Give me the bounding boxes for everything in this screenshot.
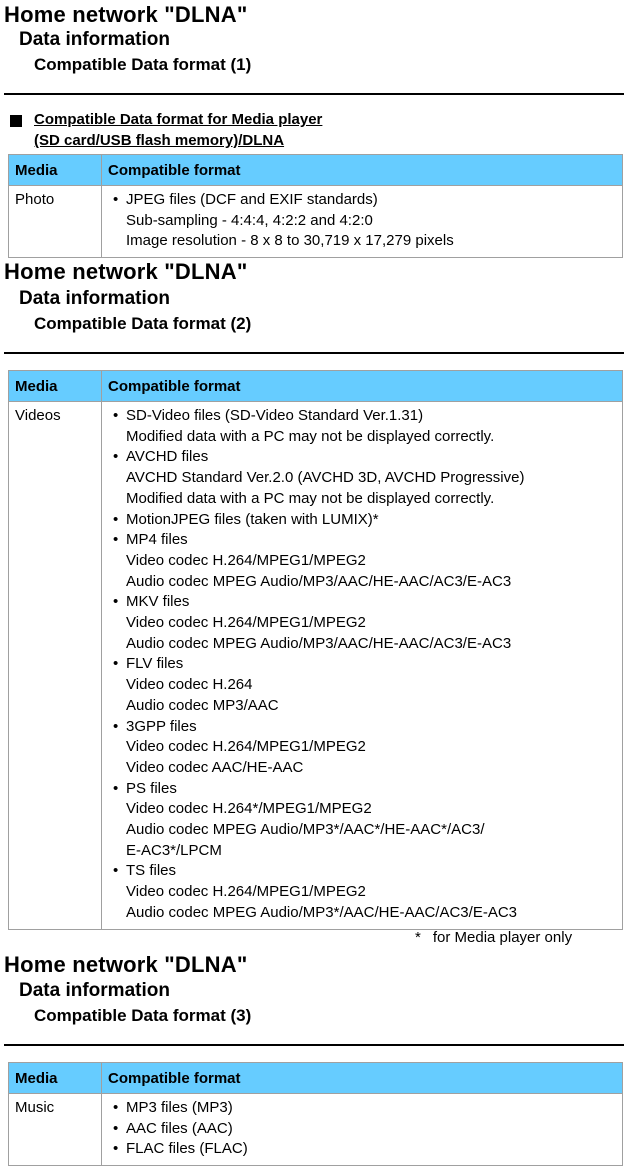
table-row bbox=[9, 1094, 623, 1166]
list-item-detail: E-AC3*/LPCM bbox=[126, 841, 222, 859]
page-title: Home network "DLNA" bbox=[4, 952, 248, 977]
format-cell bbox=[102, 1094, 623, 1166]
header-media: Media bbox=[9, 155, 102, 186]
list-item-detail: Video codec H.264/MPEG1/MPEG2 bbox=[126, 738, 366, 756]
list-item: • MP3 files (MP3) bbox=[108, 1098, 616, 1119]
table-header-row bbox=[9, 371, 623, 402]
list-item-detail: Audio codec MPEG Audio/MP3/AAC/HE-AAC/AC3/E-AC3 bbox=[126, 572, 512, 590]
footnote-text: for Media player only bbox=[432, 929, 573, 946]
section-heading: Compatible Data format (2) bbox=[34, 314, 252, 333]
table-header-row bbox=[9, 1063, 623, 1094]
section-subtitle: Data information bbox=[19, 288, 170, 309]
format-table bbox=[8, 1062, 623, 1166]
divider bbox=[4, 93, 624, 95]
header-compatible-format: Compatible format bbox=[102, 371, 623, 402]
divider bbox=[4, 352, 624, 354]
list-item-detail: Audio codec MPEG Audio/MP3*/AAC/HE-AAC/AC3/E-AC3 bbox=[126, 903, 517, 921]
list-item-detail: Video codec H.264*/MPEG1/MPEG2 bbox=[126, 800, 372, 818]
section-subtitle: Data information bbox=[19, 29, 170, 50]
header-compatible-format: Compatible format bbox=[102, 155, 623, 186]
list-item: • AAC files (AAC) bbox=[108, 1119, 616, 1140]
footnote bbox=[415, 929, 572, 946]
media-cell: Photo bbox=[9, 186, 102, 258]
list-item: • AVCHD files bbox=[108, 447, 616, 468]
list-item: • FLAC files (FLAC) bbox=[108, 1139, 616, 1160]
format-table bbox=[8, 370, 623, 930]
list-item-detail: AVCHD Standard Ver.2.0 (AVCHD 3D, AVCHD Progressive) bbox=[126, 469, 525, 487]
format-table bbox=[8, 154, 623, 258]
list-item-detail: Video codec AAC/HE-AAC bbox=[126, 758, 304, 776]
list-item: • SD-Video files (SD-Video Standard Ver.1.31) bbox=[108, 406, 616, 427]
list-item-detail: Video codec H.264 bbox=[126, 676, 253, 694]
section-subtitle: Data information bbox=[19, 980, 170, 1001]
format-cell bbox=[102, 402, 623, 930]
table-row bbox=[9, 186, 623, 258]
footnote-mark: * bbox=[415, 929, 421, 946]
sub-heading-line-1: Compatible Data format for Media player bbox=[34, 111, 323, 128]
header-media: Media bbox=[9, 1063, 102, 1094]
square-bullet-icon bbox=[10, 115, 22, 127]
list-item-detail: Audio codec MPEG Audio/MP3*/AAC*/HE-AAC*/AC3/ bbox=[126, 821, 485, 839]
header-media: Media bbox=[9, 371, 102, 402]
list-item-detail: Sub-sampling - 4:4:4, 4:2:2 and 4:2:0 bbox=[126, 211, 373, 229]
list-item: • PS files bbox=[108, 779, 616, 800]
media-cell: Videos bbox=[9, 402, 102, 930]
table-header-row bbox=[9, 155, 623, 186]
divider bbox=[4, 1044, 624, 1046]
sub-heading-line-2: (SD card/USB flash memory)/DLNA bbox=[34, 132, 285, 149]
list-item-detail: Audio codec MPEG Audio/MP3/AAC/HE-AAC/AC3/E-AC3 bbox=[126, 634, 512, 652]
list-item: • 3GPP files bbox=[108, 717, 616, 738]
list-item-detail: Image resolution - 8 x 8 to 30,719 x 17,279 pixels bbox=[126, 232, 454, 250]
list-item-detail: Video codec H.264/MPEG1/MPEG2 bbox=[126, 883, 366, 901]
header-compatible-format: Compatible format bbox=[102, 1063, 623, 1094]
list-item-detail: Audio codec MP3/AAC bbox=[126, 696, 279, 714]
list-item-detail: Video codec H.264/MPEG1/MPEG2 bbox=[126, 614, 366, 632]
list-item: • MKV files bbox=[108, 592, 616, 613]
format-cell bbox=[102, 186, 623, 258]
list-item-detail: Modified data with a PC may not be displayed correctly. bbox=[126, 427, 495, 445]
section-heading: Compatible Data format (3) bbox=[34, 1006, 252, 1025]
table-row bbox=[9, 402, 623, 930]
section-heading: Compatible Data format (1) bbox=[34, 55, 252, 74]
list-item: • MotionJPEG files (taken with LUMIX)* bbox=[108, 510, 616, 531]
page-title: Home network "DLNA" bbox=[4, 2, 248, 27]
page-title: Home network "DLNA" bbox=[4, 259, 248, 284]
list-item: • TS files bbox=[108, 861, 616, 882]
list-item: • MP4 files bbox=[108, 530, 616, 551]
list-item: • FLV files bbox=[108, 654, 616, 675]
list-item: • JPEG files (DCF and EXIF standards) bbox=[108, 190, 616, 211]
list-item-detail: Video codec H.264/MPEG1/MPEG2 bbox=[126, 551, 366, 569]
media-cell: Music bbox=[9, 1094, 102, 1166]
list-item-detail: Modified data with a PC may not be displayed correctly. bbox=[126, 489, 495, 507]
